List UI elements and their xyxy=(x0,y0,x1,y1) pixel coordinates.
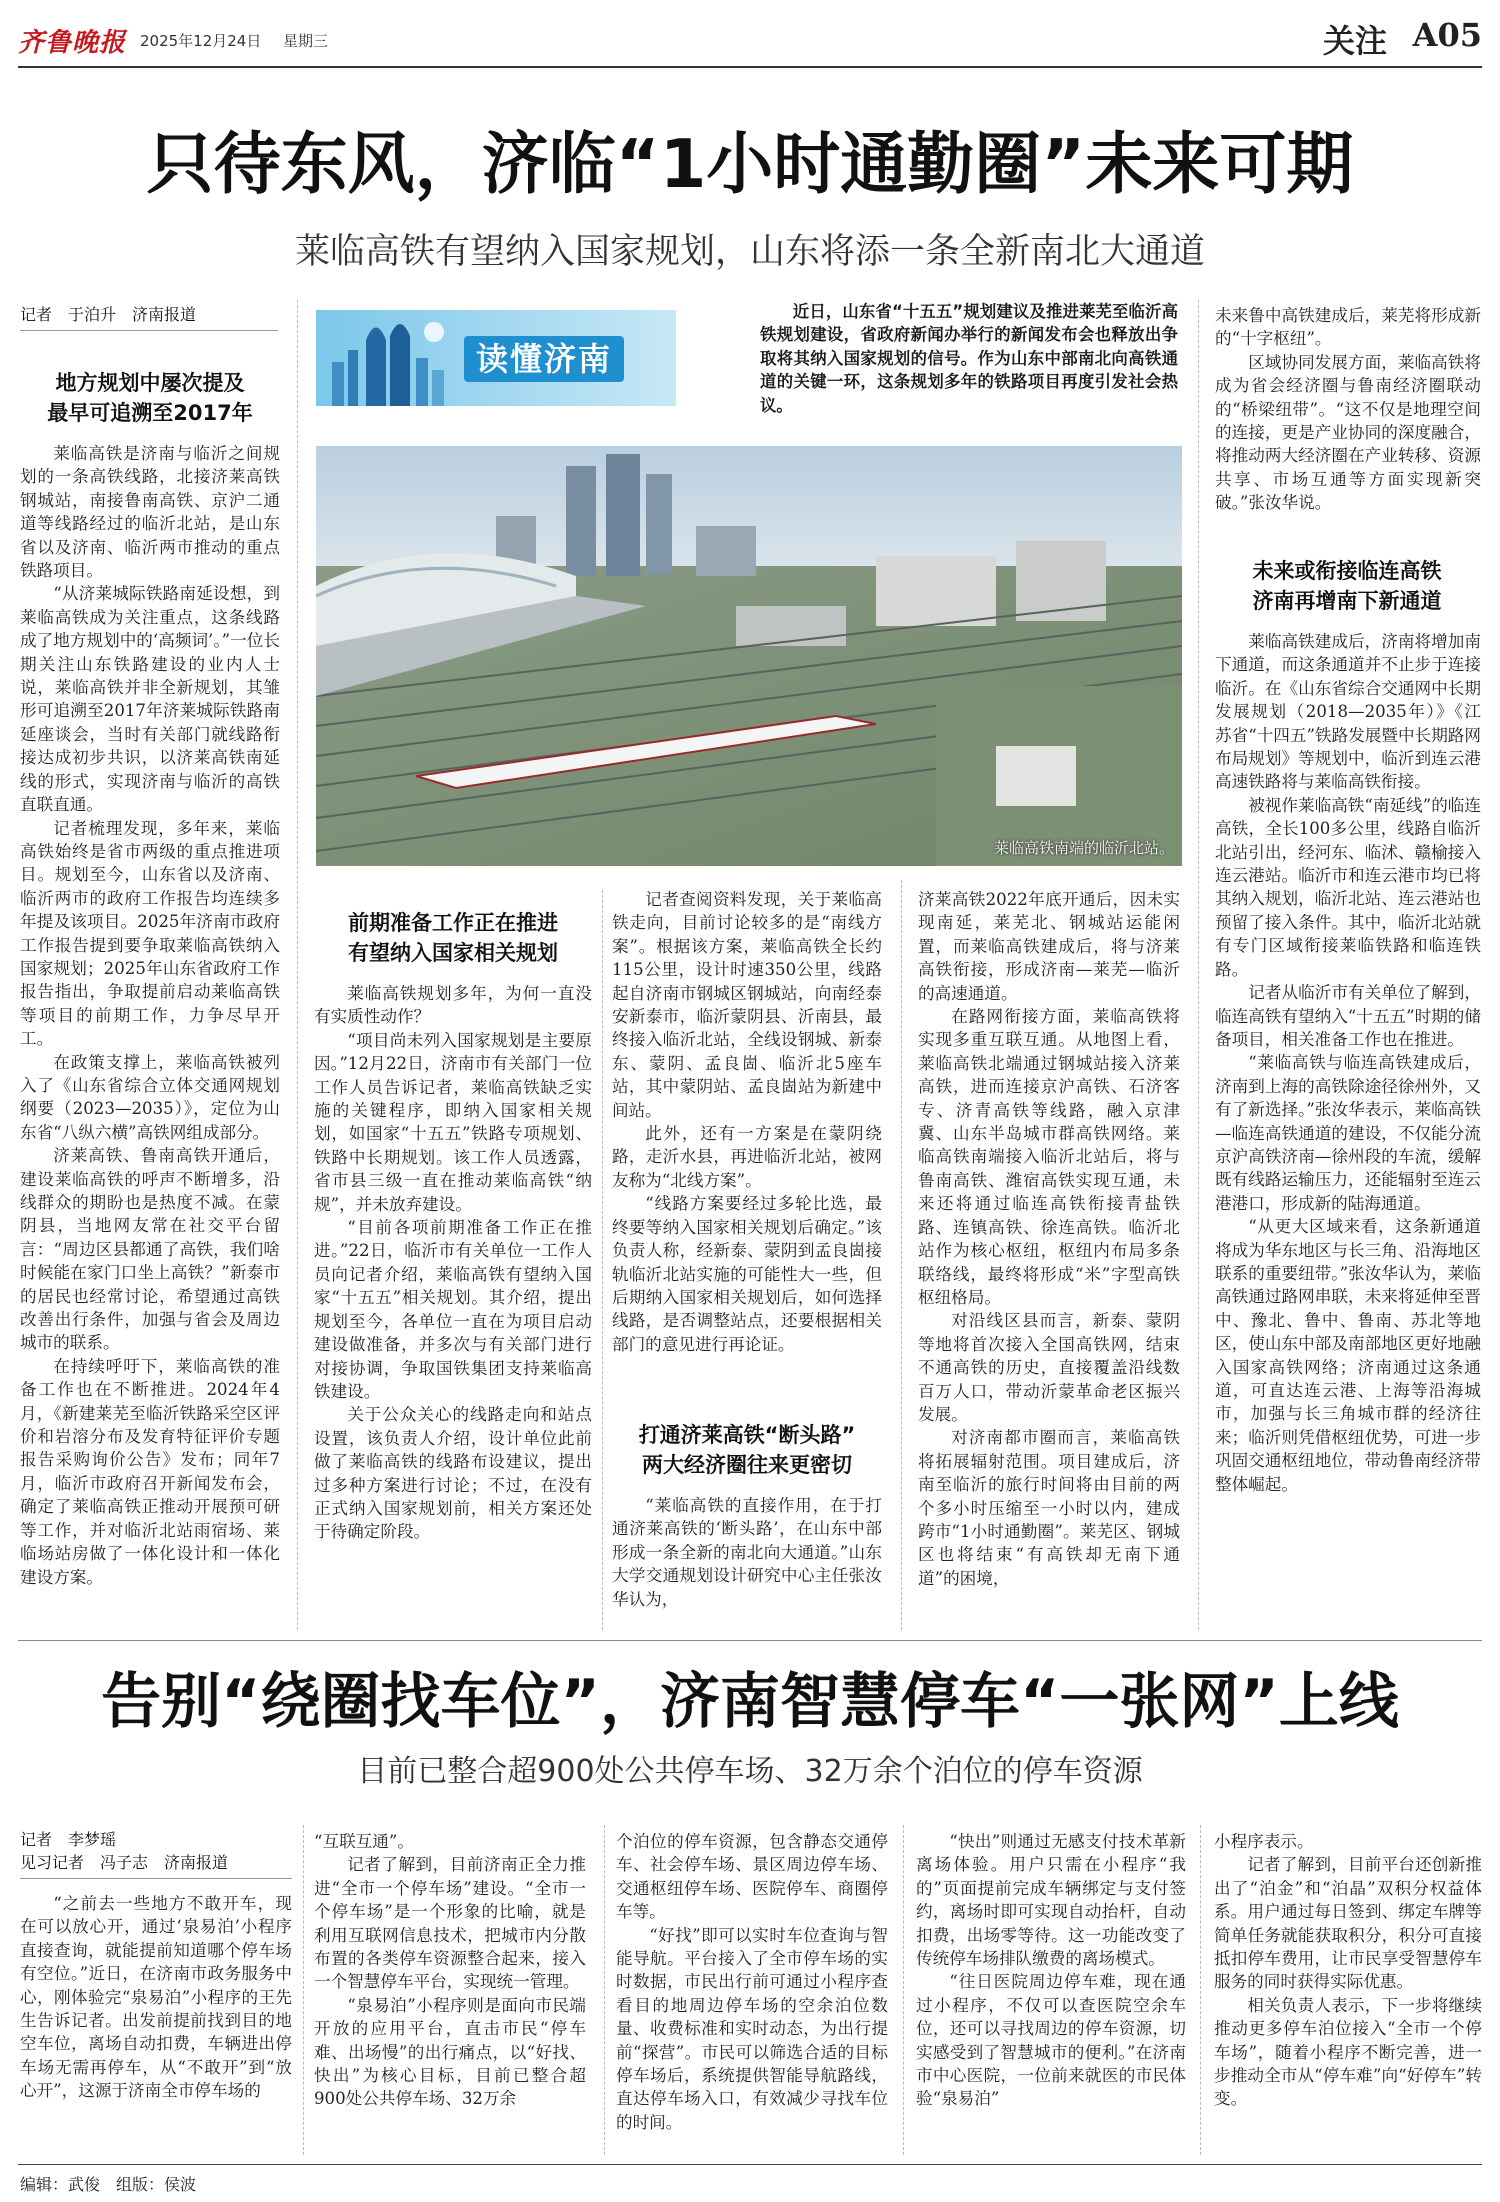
paragraph: 此外，还有一方案是在蒙阴绕路，走沂水县，再进临沂北站，被网友称为“北线方案”。 xyxy=(612,1124,882,1190)
photo-illustration xyxy=(316,446,1182,866)
byline-rule xyxy=(20,1878,292,1879)
paragraph: 记者梳理发现，多年来，莱临高铁始终是省市两级的重点推进项目。规划至今，山东省以及济南、临沂两市的政府工作报告均连续多年提及该项目。2025年济南市政府工作报告提到要争取莱临高铁纳入国家规划；2025年山东省政府工作报告指出，争取提前启动莱临高铁等项目的前期工作，力争尽早开工。 xyxy=(20,818,280,1049)
paragraph: 相关负责人表示，下一步将继续推动更多停车泊位接入“全市一个停车场”，随着小程序不断完善，进一步推动全市从“停车难”向“好停车”转变。 xyxy=(1214,1995,1482,2109)
column-divider xyxy=(903,1825,904,2155)
paragraph: 莱临高铁规划多年，为何一直没有实质性动作？ xyxy=(314,984,592,1027)
paragraph: 记者查阅资料发现，关于莱临高铁走向，目前讨论较多的是“南线方案”。根据该方案，莱临高铁全长约115公里，设计时速350公里，线路起自济南市钢城区钢城站，向南经泰安新泰市，临沂蒙阴县、沂南县，最终接入临沂北站，全线设钢城、新泰东、蒙阴、孟良崮、临沂北5座车站，其中蒙阴站、孟良崮站为新建中间站。 xyxy=(612,890,882,1120)
paragraph: 莱临高铁是济南与临沂之间规划的一条高铁线路，北接济莱高铁钢城站，南接鲁南高铁、京沪二通道等线路经过的临沂北站，是山东省以及济南、临沂两市推动的重点铁路项目。 xyxy=(20,444,280,581)
paragraph: “线路方案要经过多轮比选，最终要等纳入国家相关规划后确定。”该负责人称，经新泰、蒙阴到孟良崮接轨临沂北站实施的可能性大一些，但后期纳入国家相关规划后，如何选择线路，是否调整站点，还要根据相关部门的意见进行再论证。 xyxy=(612,1194,882,1354)
story1-column-5b xyxy=(1215,630,1481,1626)
paragraph: “泉易泊”小程序则是面向市民端开放的应用平台，直击市民“停车难、出场慢”的出行痛点，以“好找、快出”为核心目标，目前已整合超900处公共停车场、32万余 xyxy=(314,1995,586,2109)
paragraph: 对济南都市圈而言，莱临高铁将拓展辐射范围。项目建成后，济南至临沂的旅行时间将由目前的两个多小时压缩至一小时以内，建成跨市“1小时通勤圈”。莱芜区、钢城区也将结束“有高铁却无南下通道”的困境， xyxy=(918,1428,1180,1588)
masthead-date: 2025年12月24日 xyxy=(140,32,262,50)
paragraph: 对沿线区县而言，新泰、蒙阴等地将首次接入全国高铁网，结束不通高铁的历史，直接覆盖沿线数百万人口，带动沂蒙革命老区振兴发展。 xyxy=(918,1311,1180,1424)
column-divider xyxy=(602,890,603,1630)
section-label: 关注 xyxy=(1322,22,1387,60)
footer-editor: 编辑：武俊 组版：侯波 xyxy=(20,2175,197,2194)
masthead-rule xyxy=(18,66,1482,68)
column-divider xyxy=(901,880,902,1630)
story2-column-3 xyxy=(616,1830,888,2154)
paragraph: 在持续呼吁下，莱临高铁的准备工作也在不断推进。2024年4月，《新建莱芜至临沂铁路采空区评价和岩溶分布及发育特征评价专题报告采购询价公告》发布；同年7月，临沂市政府召开新闻发布会，确定了莱临高铁正推动开展预可研等工作，并对临沂北站雨宿场、莱临场站房做了一体化设计和一体化建设方案。 xyxy=(20,1356,280,1587)
story1-lead: 近日，山东省“十五五”规划建议及推进莱芜至临沂高铁规划建设，省政府新闻办举行的新闻发布会也释放出争取将其纳入国家规划的信号。作为山东中部南北向高铁通道的关键一环，这条规划多年的铁路项目再度引发社会热议。 xyxy=(760,302,1178,415)
story2-column-5 xyxy=(1214,1830,1482,2154)
column-tag-label: 读懂济南 xyxy=(464,336,624,382)
masthead xyxy=(18,14,1482,78)
paragraph: 济莱高铁、鲁南高铁开通后，建设莱临高铁的呼声不断增多，沿线群众的期盼也是热度不减。在蒙阴县，当地网友常在社交平台留言：“周边区县都通了高铁，我们啥时候能在家门口坐上高铁？”新泰市的居民也经常讨论，希望通过高铁改善出行条件，加强与省会及周边城市的联系。 xyxy=(20,1146,280,1353)
byline-line: 见习记者 冯子志 济南报道 xyxy=(20,1853,229,1872)
photo-caption: 莱临高铁南端的临沂北站。 xyxy=(993,839,1174,857)
story1-column-3 xyxy=(612,888,882,1410)
train-station-photo xyxy=(316,446,1182,866)
byline-rule xyxy=(20,330,278,331)
paragraph: 在政策支撑上，莱临高铁被列入了《山东省综合立体交通网规划纲要（2023—2035）》，定位为山东省“八纵六横”高铁网组成部分。 xyxy=(20,1052,280,1142)
paragraph: “之前去一些地方不敢开车，现在可以放心开，通过‘泉易泊’小程序直接查询，就能提前知道哪个停车场有空位。”近日，在济南市政务服务中心，刚体验完“泉易泊”小程序的王先生告诉记者。出发前提前找到目的地空车位，离场自动扣费，车辆进出停车场无需再停车，从“不敢开”到“放心开”，这源于济南全市停车场的 xyxy=(20,1894,292,2101)
paragraph: 小程序表示。 xyxy=(1214,1832,1314,1851)
story2-byline xyxy=(20,1828,290,1874)
story2-column-1 xyxy=(20,1892,292,2154)
story1-column-1 xyxy=(20,442,280,1612)
paragraph: “从更大区域来看，这条新通道将成为华东地区与长三角、沿海地区联系的重要纽带。”张汝华认为，莱临高铁通过路网串联，未来将延伸至晋中、豫北、鲁中、鲁南、苏北等地区，使山东中部及南部地区更好地融入国家高铁网络；济南通过这条通道，可直达连云港、上海等沿海城市，加强与长三角城市群的经济往来；临沂则凭借枢纽优势，可进一步巩固交通枢纽地位，带动鲁南经济带整体崛起。 xyxy=(1215,1217,1481,1494)
column-divider xyxy=(1198,300,1199,1630)
story2-column-4 xyxy=(916,1830,1186,2154)
story1-deck: 莱临高铁有望纳入国家规划，山东将添一条全新南北大通道 xyxy=(294,232,1205,272)
paragraph: 莱临高铁建成后，济南将增加南下通道，而这条通道并不止步于连接临沂。在《山东省综合交通网中长期发展规划（2018—2035年）》《江苏省“十四五”铁路发展暨中长期路网布局规划》等规划中，临沂到连云港高速铁路将与莱临高铁衔接。 xyxy=(1215,632,1481,792)
column-divider xyxy=(303,1825,304,2155)
paragraph: 记者从临沂市有关单位了解到，临连高铁有望纳入“十五五”时期的储备项目，相关准备工作也在推进。 xyxy=(1215,983,1481,1049)
story1-subhead-2: 前期准备工作正在推进 有望纳入国家相关规划 xyxy=(348,911,558,965)
story1-column-2 xyxy=(314,982,592,1622)
skyline-icon xyxy=(322,310,452,406)
story2-deck: 目前已整合超900处公共停车场、32万余个泊位的停车资源 xyxy=(357,1754,1143,1789)
story1-headline: 只待东风，济临“1小时通勤圈”未来可期 xyxy=(146,125,1354,203)
paragraph: “从济莱城际铁路南延设想，到莱临高铁成为关注重点，这条线路成了地方规划中的‘高频词’。”一位长期关注山东铁路建设的业内人士说，莱临高铁并非全新规划，其雏形可追溯至2017年济莱城际铁路南延座谈会，当时有关部门就线路衔接达成初步共识，以济莱高铁南延线的形式，实现济南与临沂的高铁直联直通。 xyxy=(20,584,280,815)
story1-subhead-1: 地方规划中屡次提及 最早可追溯至2017年 xyxy=(47,371,253,425)
footer-rule xyxy=(18,2164,1482,2165)
page-number: A05 xyxy=(1412,16,1482,54)
story2-column-2 xyxy=(314,1830,586,2154)
paragraph: 关于公众关心的线路走向和站点设置，该负责人介绍，设计单位此前做了莱临高铁的线路布设建议，提出过多种方案进行讨论；不过，在没有正式纳入国家规划前，相关方案还处于待确定阶段。 xyxy=(314,1405,592,1542)
column-tag-banner xyxy=(316,310,676,406)
byline-line: 记者 李梦瑶 xyxy=(20,1830,117,1849)
paragraph: 在路网衔接方面，莱临高铁将实现多重互联互通。从地图上看，莱临高铁北端通过钢城站接入济莱高铁，进而连接京沪高铁、石济客专、济青高铁等线路，融入京津冀、山东半岛城市群高铁网络。莱临高铁南端接入临沂北站后，将与鲁南高铁、潍宿高铁实现互通，未来还将通过临连高铁衔接青盐铁路、连镇高铁、徐连高铁。临沂北站作为核心枢纽，枢纽内布局多条联络线，最终将形成“米”字型高铁枢纽格局。 xyxy=(918,1007,1180,1307)
paragraph: “好找”即可以实时车位查询与智能导航。平台接入了全市停车场的实时数据，市民出行前可通过小程序查看目的地周边停车场的空余泊位数量、收费标准和实时动态，为出行提前“探营”。市民可以筛选合适的目标停车场后，系统提供智能导航路线，直达停车场入口，有效减少寻找车位的时间。 xyxy=(616,1925,888,2132)
paragraph: 济莱高铁2022年底开通后，因未实现南延，莱芜北、钢城站运能闲置，而莱临高铁建成后，将与济莱高铁衔接，形成济南—莱芜—临沂的高速通道。 xyxy=(918,890,1180,1003)
story1-column-5a xyxy=(1215,304,1481,544)
story2-headline: 告别“绕圈找车位”，济南智慧停车“一张网”上线 xyxy=(101,1667,1399,1737)
paragraph: “莱临高铁与临连高铁建成后，济南到上海的高铁除途径徐州外，又有了新选择。”张汝华表示，莱临高铁—临连高铁通道的建设，不仅能分流京沪高铁济南—徐州段的车流，缓解既有线路运输压力，还能辐射至连云港港口，形成新的陆海通道。 xyxy=(1215,1053,1481,1213)
column-divider xyxy=(1200,1825,1201,2155)
paragraph: “项目尚未列入国家规划是主要原因。”12月22日，济南市有关部门一位工作人员告诉记者，莱临高铁缺乏实施的关键程序，即纳入国家相关规划，如国家“十五五”铁路专项规划、铁路中长期规划。该工作人员透露，省市县三级一直在推动莱临高铁“纳规”，并未放弃建设。 xyxy=(314,1030,592,1214)
paragraph: 被视作莱临高铁“南延线”的临连高铁，全长100多公里，线路自临沂北站引出，经河东、临沭、赣榆接入连云港站。临沂市和连云港市均已将其纳入规划，临沂北站、连云港站也预留了接入条件。其中，临沂北站就有专门区域衔接莱临铁路和临连铁路。 xyxy=(1215,795,1481,979)
paragraph: “互联互通”。 xyxy=(314,1832,414,1851)
paragraph: 记者了解到，目前济南正全力推进“全市一个停车场”建设。“全市一个停车场”是一个形象的比喻，就是利用互联网信息技术，把城市内分散布置的各类停车资源整合起来，接入一个智慧停车平台，实现统一管理。 xyxy=(314,1855,586,1992)
paragraph: “往日医院周边停车难，现在通过小程序，不仅可以查医院空余车位，还可以寻找周边的停车资源，切实感受到了智慧城市的便利。”在济南市中心医院，一位前来就医的市民体验“泉易泊” xyxy=(916,1972,1186,2109)
story1-subhead-4: 未来或衔接临连高铁 济南再增南下新通道 xyxy=(1252,559,1442,613)
masthead-weekday: 星期三 xyxy=(283,32,329,50)
story1-byline: 记者 于泊升 济南报道 xyxy=(20,305,197,324)
story1-subhead-3: 打通济莱高铁“断头路” 两大经济圈往来更密切 xyxy=(638,1423,856,1477)
story1-column-3b xyxy=(612,1494,882,1634)
paragraph: “快出”则通过无感支付技术革新离场体验。用户只需在小程序“我的”页面提前完成车辆绑定与支付签约，离场时即可实现自动抬杆，自动扣费，出场零等待。这一功能改变了传统停车场排队缴费的离场模式。 xyxy=(916,1832,1186,1969)
paragraph: 区域协同发展方面，莱临高铁将成为省会经济圈与鲁南经济圈联动的“桥梁纽带”。“这不仅是地理空间的连接，更是产业协同的深度融合，将推动两大经济圈在产业转移、资源共享、市场互通等方面实现新突破。”张汝华说。 xyxy=(1215,352,1481,513)
column-divider xyxy=(604,1825,605,2155)
paragraph: “目前各项前期准备工作正在推进。”22日，临沂市有关单位一工作人员向记者介绍，莱临高铁有望纳入国家“十五五”相关规划。其介绍，提出规划至今，各单位一直在为项目启动建设做准备，并多次与有关部门进行对接协调，争取国铁集团支持莱临高铁建设。 xyxy=(314,1218,592,1401)
paragraph: 记者了解到，目前平台还创新推出了“泊金”和“泊晶”双积分权益体系。用户通过每日签到、绑定车牌等简单任务就能获取积分，积分可直接抵扣停车费用，让市民享受智慧停车服务的同时获得实际优惠。 xyxy=(1214,1855,1482,1992)
masthead-paper-logo: 齐鲁晚报 xyxy=(18,28,127,58)
paragraph: 未来鲁中高铁建成后，莱芜将形成新的“十字枢纽”。 xyxy=(1215,306,1481,349)
paragraph: “莱临高铁的直接作用，在于打通济莱高铁的‘断头路’，在山东中部形成一条全新的南北向大通道。”山东大学交通规划设计研究中心主任张汝华认为， xyxy=(612,1496,882,1609)
story-separator xyxy=(18,1640,1482,1641)
paragraph: 个泊位的停车资源，包含静态交通停车、社会停车场、景区周边停车场、交通枢纽停车场、医院停车、商圈停车等。 xyxy=(616,1832,888,1922)
column-divider xyxy=(297,300,298,1630)
story1-column-4 xyxy=(918,888,1180,1628)
